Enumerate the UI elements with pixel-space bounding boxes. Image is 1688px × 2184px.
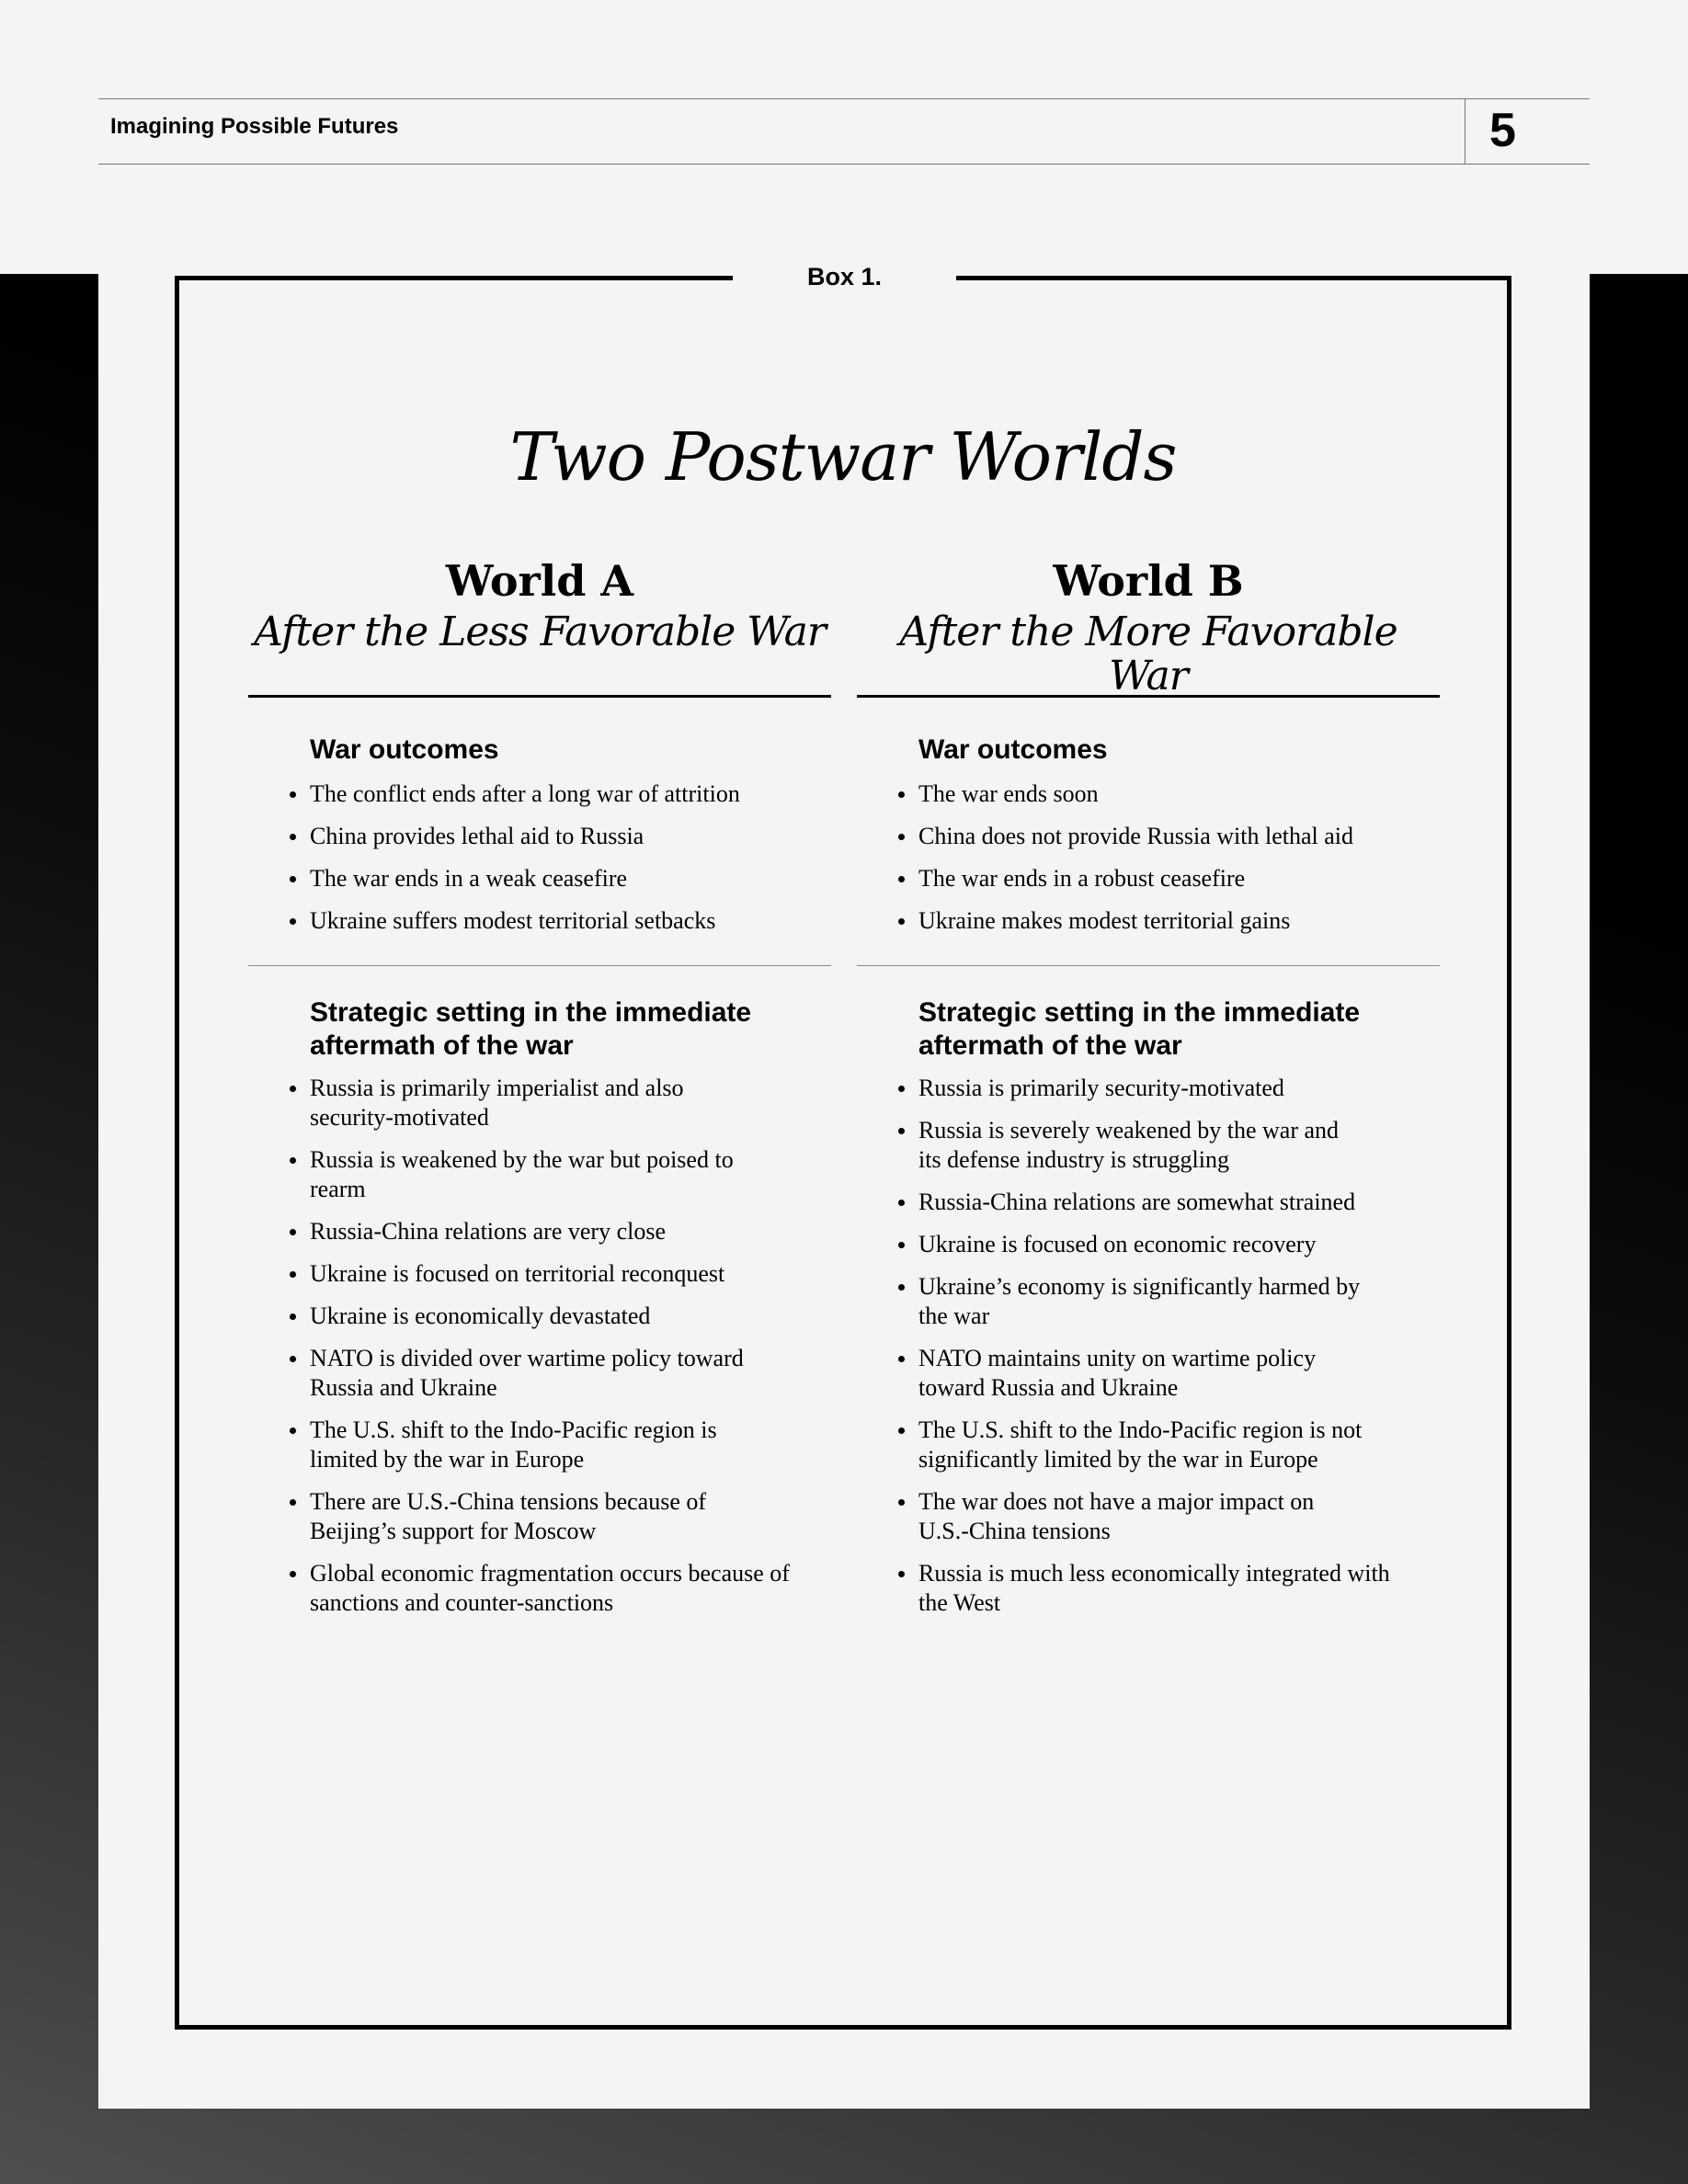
world-b-war-outcomes-list bbox=[918, 779, 1452, 949]
list-item: Ukraine makes modest territorial gains bbox=[918, 906, 1452, 936]
list-item: The war ends in a robust ceasefire bbox=[918, 864, 1452, 893]
world-b-strategic-list bbox=[918, 1074, 1433, 1631]
world-b-thick-rule bbox=[857, 695, 1440, 698]
box-title: Two Postwar Worlds bbox=[509, 418, 1177, 495]
world-a-war-outcomes-list bbox=[310, 779, 843, 949]
list-item: Ukraine is focused on economic recovery bbox=[918, 1230, 1433, 1259]
list-item: The conflict ends after a long war of attrition bbox=[310, 779, 843, 809]
world-a-strategic-heading: Strategic setting in the immediate aftermath of the war bbox=[310, 997, 752, 1061]
world-a-strategic-list bbox=[310, 1074, 825, 1631]
list-item: NATO is divided over wartime policy toward Russia and Ukraine bbox=[310, 1344, 806, 1403]
list-item: The war ends in a weak ceasefire bbox=[310, 864, 843, 893]
box-label: Box 1. bbox=[806, 263, 883, 290]
world-b-war-outcomes-heading: War outcomes bbox=[918, 734, 1108, 765]
world-b-name: World B bbox=[1053, 556, 1244, 606]
list-item: Russia is weakened by the war but poised to rearm bbox=[310, 1145, 760, 1204]
list-item: China provides lethal aid to Russia bbox=[310, 822, 843, 851]
list-item: The U.S. shift to the Indo-Pacific region is limited by the war in Europe bbox=[310, 1416, 742, 1474]
list-item: NATO maintains unity on wartime policy toward Russia and Ukraine bbox=[918, 1344, 1378, 1403]
list-item: The U.S. shift to the Indo-Pacific region is not significantly limited by the war in Europe bbox=[918, 1416, 1433, 1474]
world-b-heading bbox=[857, 552, 1440, 699]
list-item: Global economic fragmentation occurs because of sanctions and counter-sanctions bbox=[310, 1559, 825, 1618]
list-item: Russia is severely weakened by the war and its defense industry is struggling bbox=[918, 1116, 1351, 1175]
header-divider bbox=[1465, 98, 1466, 165]
list-item: Ukraine suffers modest territorial setbacks bbox=[310, 906, 843, 936]
world-b-thin-rule bbox=[857, 965, 1440, 966]
list-item: The war ends soon bbox=[918, 779, 1452, 809]
list-item: Ukraine is focused on territorial reconquest bbox=[310, 1259, 825, 1289]
world-a-thick-rule bbox=[248, 695, 831, 698]
world-b-subtitle: After the More Favorable War bbox=[899, 609, 1397, 700]
world-a-thin-rule bbox=[248, 965, 831, 966]
world-a-heading bbox=[248, 552, 831, 654]
running-head: Imagining Possible Futures bbox=[110, 114, 399, 139]
list-item: Russia is much less economically integrated with the West bbox=[918, 1559, 1397, 1618]
list-item: Russia is primarily imperialist and also security-motivated bbox=[310, 1074, 742, 1132]
header-rule-top bbox=[98, 98, 1590, 99]
list-item: Russia-China relations are somewhat strained bbox=[918, 1188, 1433, 1217]
list-item: Ukraine’s economy is significantly harmed by the war bbox=[918, 1272, 1378, 1331]
list-item: Russia-China relations are very close bbox=[310, 1217, 825, 1246]
list-item: Ukraine is economically devastated bbox=[310, 1302, 825, 1331]
world-b-strategic-heading: Strategic setting in the immediate aftermath of the war bbox=[918, 997, 1361, 1061]
list-item: China does not provide Russia with lethal aid bbox=[918, 822, 1452, 851]
page-number: 5 bbox=[1489, 104, 1516, 157]
list-item: There are U.S.-China tensions because of Beijing’s support for Moscow bbox=[310, 1487, 742, 1546]
list-item: Russia is primarily security-motivated bbox=[918, 1074, 1433, 1103]
world-a-war-outcomes-heading: War outcomes bbox=[310, 734, 499, 765]
list-item: The war does not have a major impact on U.S.-China tensions bbox=[918, 1487, 1341, 1546]
world-a-subtitle: After the Less Favorable War bbox=[254, 609, 826, 655]
world-a-name: World A bbox=[445, 556, 634, 606]
header-rule-bottom bbox=[98, 164, 1590, 165]
